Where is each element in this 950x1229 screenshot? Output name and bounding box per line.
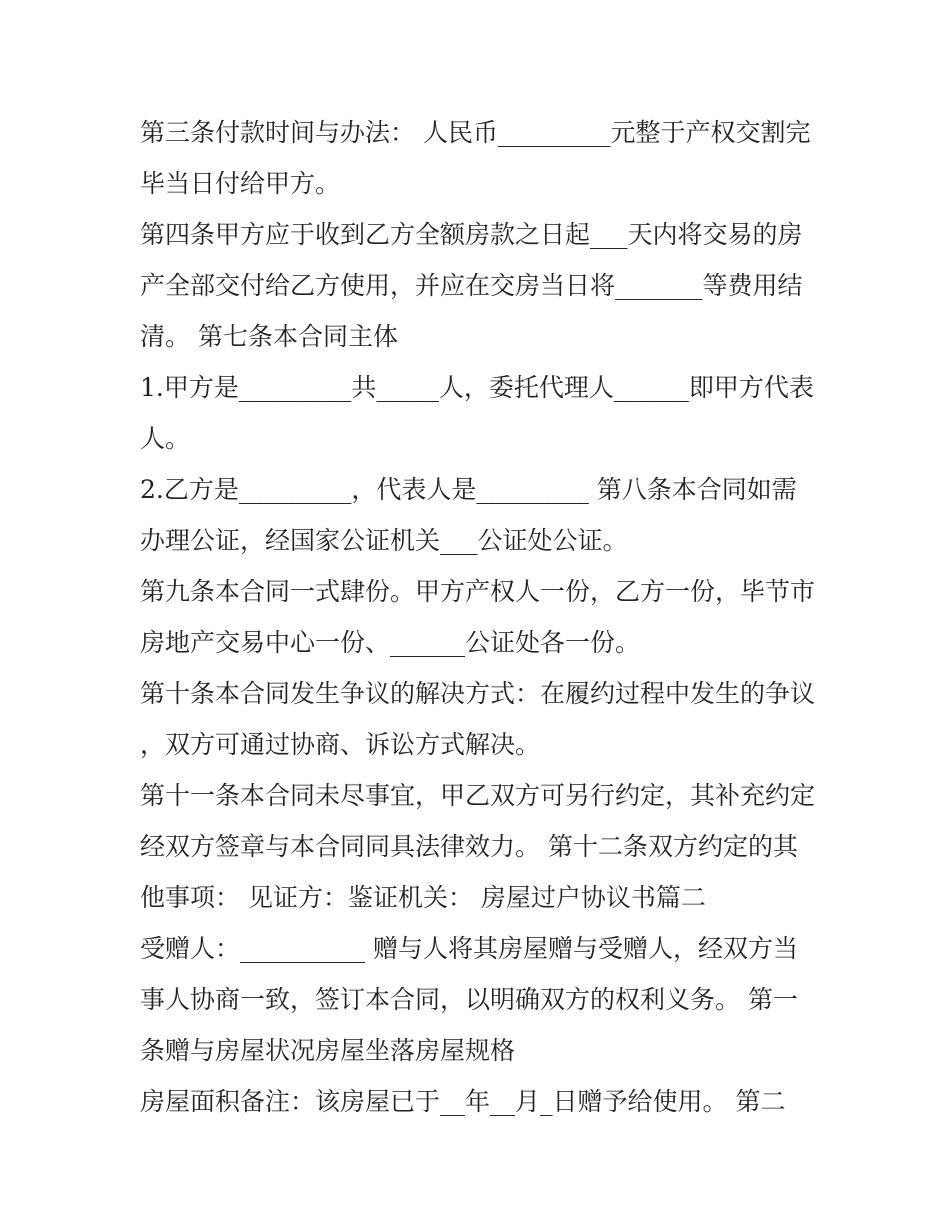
paragraph-donee: 受赠人：__________ 赠与人将其房屋赠与受赠人，经双方当事人协商一致，签订本合同，以明确双方的权利义务。 第一条赠与房屋状况房屋坐落房屋规格: [140, 934, 798, 1065]
paragraph-dispute: 第十条本合同发生争议的解决方式：在履约过程中发生的争议，双方可通过协商、诉讼方式解决。: [140, 679, 816, 759]
paragraph-party-b: 2.乙方是_________，代表人是_________ 第八条本合同如需办理公证，经国家公证机关___公证处公证。: [140, 475, 797, 555]
paragraph-handover: 第四条甲方应于收到乙方全额房款之日起___天内将交易的房产全部交付给乙方使用，并应在交房当日将_______等费用结清。 第七条本合同主体: [140, 220, 803, 351]
document-body: [140, 107, 820, 1127]
paragraph-house-area: 房屋面积备注：该房屋已于__年__月_日赠予给使用。 第二: [140, 1087, 786, 1116]
paragraph-copies: 第九条本合同一式肆份。甲方产权人一份，乙方一份，毕节市房地产交易中心一份、______公证处各一份。: [140, 577, 816, 657]
paragraph-payment-terms: 第三条付款时间与办法： 人民币_________元整于产权交割完毕当日付给甲方。: [140, 118, 811, 198]
paragraph-supplement: 第十一条本合同未尽事宜，甲乙双方可另行约定，其补充约定经双方签章与本合同同具法律效力。 第十二条双方约定的其他事项： 见证方：鉴证机关： 房屋过户协议书篇二: [140, 781, 816, 912]
paragraph-party-a: 1.甲方是_________共_____人，委托代理人______即甲方代表人。: [140, 373, 814, 453]
